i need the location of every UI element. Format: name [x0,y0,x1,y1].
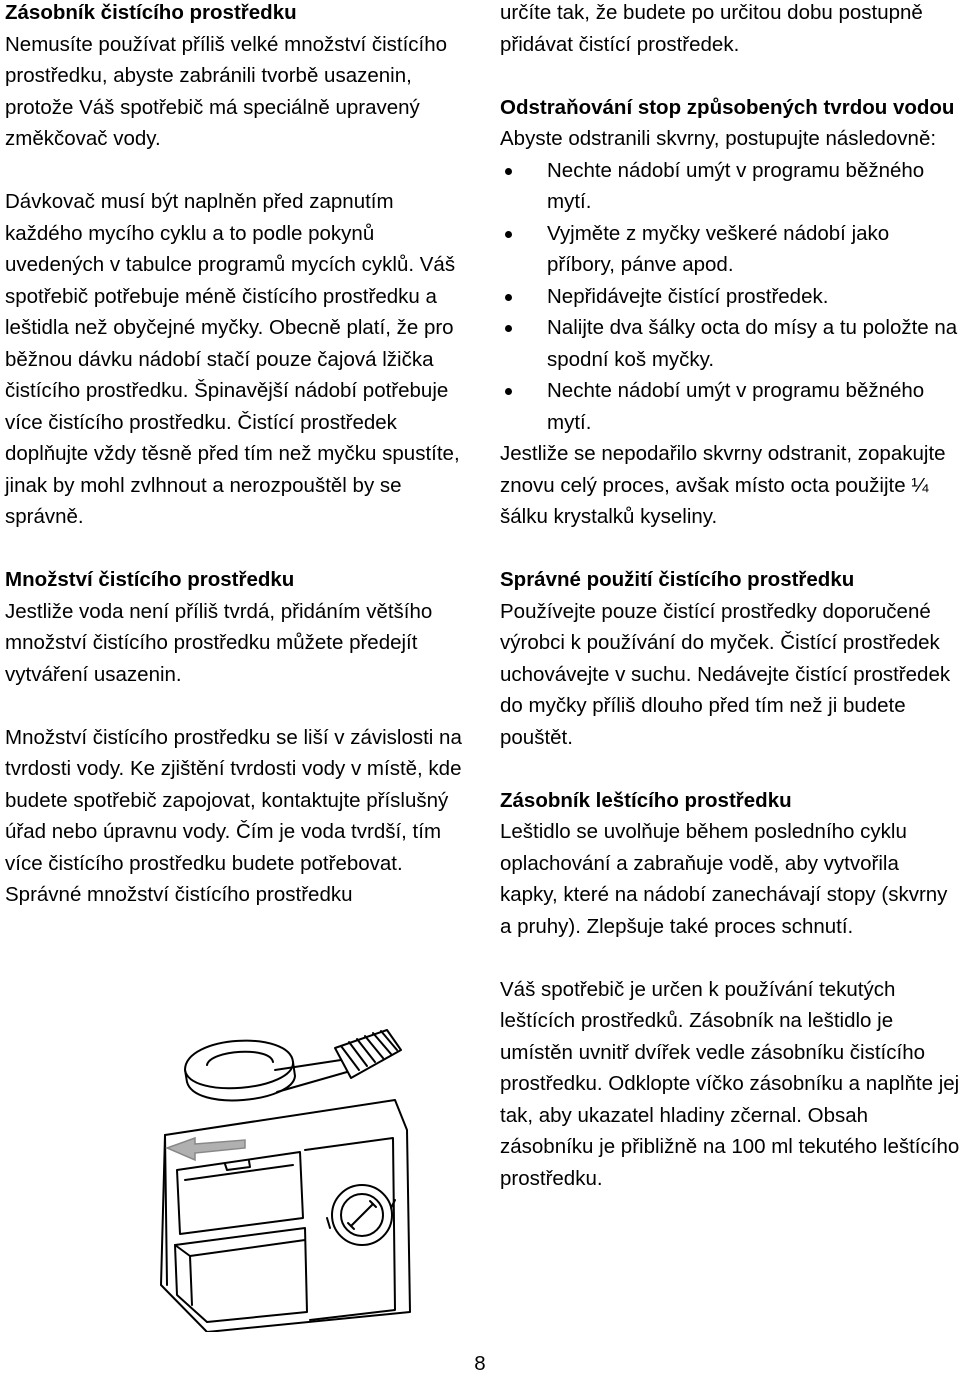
list-item: Vyjměte z myčky veškeré nádobí jako příbory, pánve apod. [500,218,960,281]
paragraph: Abyste odstranili skvrny, postupujte následovně: [500,127,937,150]
list-item: Nalijte dva šálky octa do mísy a tu položte na spodní koš myčky. [500,312,960,375]
paragraph: Leštidlo se uvolňuje během posledního cyklu oplachování a zabraňuje vodě, aby vytvořila kapky, které na nádobí zanechávají stopy (skvrny a pruhy). Zlepšuje také proces schnutí. [500,820,948,938]
list-item: Nechte nádobí umýt v programu běžného mytí. [500,155,960,218]
paragraph: Váš spotřebič je určen k používání tekutých leštících prostředků. Zásobník na leštidlo je umístěn uvnitř dvířek vedle zásobníku čistícího prostředku. Odklopte víčko zásobníku a naplňte jej tak, aby ukazatel hladiny zčernal. Obsah zásobníku je přibližně na 100 ml tekutého leštícího prostředku. [500,977,960,1190]
left-column [5,0,465,911]
heading-detergent-dispenser: Zásobník čistícího prostředku [5,1,297,24]
steps-list [500,155,960,439]
heading-detergent-amount: Množství čistícího prostředku [5,568,295,591]
list-item: Nechte nádobí umýt v programu běžného mytí. [500,375,960,438]
paragraph: Dávkovač musí být naplněn před zapnutím každého mycího cyklu a to podle pokynů uvedených v tabulce programů mycích cyklů. Váš spotřebič potřebuje méně čistícího prostředku a leštidla než obyčejné myčky. Obecně platí, že pro běžnou dávku nádobí stačí pouze čajová lžička čistícího prostředku. Špinavější nádobí potřebuje více čistícího prostředku. Čistící prostředek doplňujte vždy těsně před tím než myčku spustíte, jinak by mohl zvlhnout a nerozpouštěl by se správně. [5,190,460,528]
right-column [500,0,960,1194]
list-item: Nepřidávejte čistící prostředek. [500,281,960,313]
heading-detergent-usage: Správné použití čistícího prostředku [500,568,855,591]
paragraph: Množství čistícího prostředku se liší v závislosti na tvrdosti vody. Ke zjištění tvrdosti vody v místě, kde budete spotřebič zapojovat, kontaktujte příslušný úřad nebo úpravnu vody. Čím je voda tvrdší, tím více čistícího prostředku budete potřebovat. Správné množství čistícího prostředku [5,725,462,906]
paragraph: Jestliže voda není příliš tvrdá, přidáním většího množství čistícího prostředku můžete předejít vytváření usazenin. [5,599,433,686]
dispenser-illustration [155,1020,420,1332]
paragraph: Jestliže se nepodařilo skvrny odstranit, zopakujte znovu celý proces, avšak místo octa použijte ¼ šálku krystalků kyseliny. [500,442,946,528]
page-number: 8 [474,1352,486,1375]
heading-rinse-aid-dispenser: Zásobník leštícího prostředku [500,788,792,812]
paragraph: Používejte pouze čistící prostředky doporučené výrobci k používání do myček. Čistící prostředek uchovávejte v suchu. Nedávejte čistící prostředek do myčky příliš dlouho před tím než ji budete pouštět. [500,599,951,749]
paragraph: Nemusíte používat příliš velké množství čistícího prostředku, abyste zabránili tvorbě usazenin, protože Váš spotřebič má speciálně upravený změkčovač vody. [5,32,448,150]
heading-hard-water-stains: Odstraňování stop způsobených tvrdou vodou [500,95,955,119]
paragraph: určíte tak, že budete po určitou dobu postupně přidávat čistící prostředek. [500,1,923,56]
